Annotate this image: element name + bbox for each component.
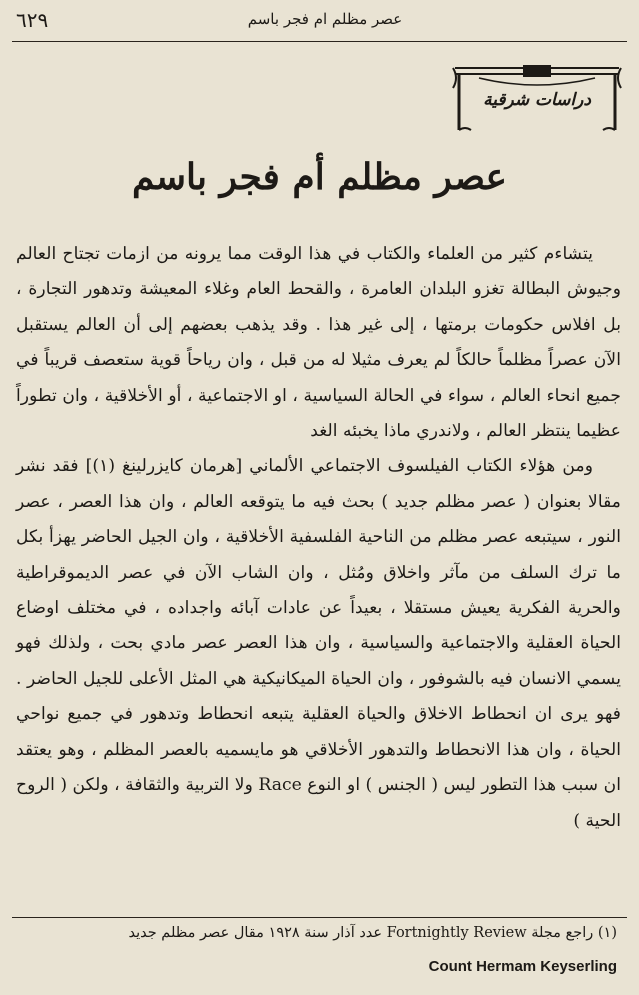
page-number: ٦٢٩ xyxy=(16,8,49,32)
section-badge xyxy=(449,64,625,134)
paragraph-2: ومن هؤلاء الكتاب الفيلسوف الاجتماعي الألماني [هرمان كايزرلينغ (١)] فقد نشر مقالا بعنوان ( عصر مظلم جديد ) بحث فيه ما يتوقعه العالم ، وان هذا العصر ، عصر النور ، سيتبعه عصر مظلم من الناحية الفلسفية الأخلاقية ، وان الجيل الحاضر يهزأ بكل ما ترك السلف من مآثر واخلاق ومُثل ، وان الشاب الآن في عصر الديموقراطية والحرية الفكرية يعيش مستقلا ، بعيداً عن عادات آبائه واجداده ، في مختلف اوضاع الحياة العقلية والاجتماعية والسياسية ، وان هذا العصر عصر مادي بحت ، ولذلك فهو يسمي الانسان فيه بالشوفور ، وان الحياة الميكانيكية هي المثل الأعلى للجيل الحاضر . فهو يرى ان انحطاط الاخلاق والحياة العقلية يتبعه انحطاط وتدهور في جميع نواحي الحياة ، وان هذا الانحطاط والتدهور الأخلاقي هو مايسميه بالعصر المظلم ، وهو يعتقد ان سبب هذا التطور ليس ( الجنس ) او النوع Race ولا التربية والثقافة ، ولكن ( الروح الحية ) xyxy=(16,456,621,831)
footnote-text: (١) راجع مجلة Fortnightly Review عدد آذار سنة ١٩٢٨ مقال عصر مظلم جديد xyxy=(128,925,617,941)
section-label: دراسات شرقية xyxy=(483,90,591,110)
footnote-author-name: Count Hermam Keyserling xyxy=(428,958,617,975)
running-title: عصر مظلم ام فجر باسم xyxy=(247,10,403,28)
header-divider xyxy=(12,41,627,42)
paragraph-1: يتشاءم كثير من العلماء والكتاب في هذا الوقت مما يرونه من ازمات تجتاح العالم وجيوش البطالة تغزو البلدان العامرة ، والقحط العام وغلاء المعيشة وتدهور التجارة ، بل افلاس حكومات برمتها ، إلى غير هذا . وقد يذهب بعضهم إلى أن العالم يستقبل الآن عصراً مظلماً حالكاً لم يعرف مثيلا له من قبل ، وان رياحاً قوية ستعصف قريباً في جميع انحاء العالم ، سواء في الحالة السياسية ، او الاجتماعية ، أو الأخلاقية ، وان تطوراً عظيما ينتظر العالم ، ولاندري ماذا يخبئه الغد xyxy=(16,244,621,442)
article-body xyxy=(16,237,621,839)
footnote-divider xyxy=(12,917,627,918)
article-title: عصر مظلم أم فجر باسم xyxy=(131,156,508,198)
